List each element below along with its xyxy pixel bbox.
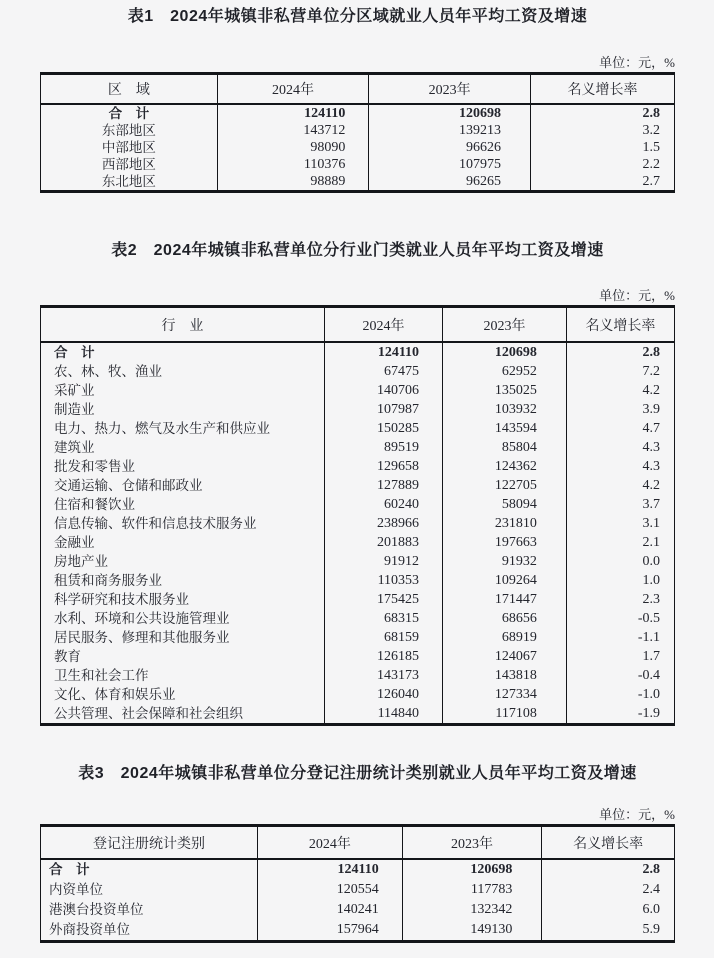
- value-2024: 127889: [324, 476, 442, 495]
- table1-section: [40, 7, 675, 193]
- value-growth-rate: 2.2: [530, 156, 674, 173]
- header-row: [41, 307, 675, 343]
- value-2023: 117108: [443, 704, 567, 725]
- column-header: 区 域: [41, 74, 218, 105]
- value-growth-rate: 7.2: [566, 362, 674, 381]
- table-row: [41, 666, 675, 685]
- row-label: 文化、体育和娱乐业: [41, 685, 325, 704]
- value-2024: 98889: [217, 173, 369, 192]
- row-label: 采矿业: [41, 381, 325, 400]
- value-2024: 201883: [324, 533, 442, 552]
- row-label: 建筑业: [41, 438, 325, 457]
- table2-unit-label: 单位：元，%: [599, 288, 675, 303]
- value-2023: 143594: [443, 419, 567, 438]
- row-label: 住宿和餐饮业: [41, 495, 325, 514]
- table-row: [41, 571, 675, 590]
- value-2023: 91932: [443, 552, 567, 571]
- value-2024: 60240: [324, 495, 442, 514]
- table-row: [41, 173, 675, 192]
- table-row: [41, 628, 675, 647]
- wage-by-region-table: [40, 72, 675, 193]
- table-row: [41, 495, 675, 514]
- table-row: [41, 438, 675, 457]
- value-2024: 150285: [324, 419, 442, 438]
- value-growth-rate: 3.2: [530, 122, 674, 139]
- value-2024: 114840: [324, 704, 442, 725]
- table-row: [41, 342, 675, 362]
- value-2024: 140241: [258, 900, 403, 920]
- value-2024: 143173: [324, 666, 442, 685]
- value-growth-rate: 3.9: [566, 400, 674, 419]
- column-header: 2024年: [258, 826, 403, 860]
- value-2023: 96265: [369, 173, 531, 192]
- value-growth-rate: -1.9: [566, 704, 674, 725]
- table1-unit-label: 单位：元，%: [599, 55, 675, 70]
- value-2024: 175425: [324, 590, 442, 609]
- row-label: 公共管理、社会保障和社会组织: [41, 704, 325, 725]
- table2-title: 表2 2024年城镇非私营单位分行业门类就业人员年平均工资及增速: [111, 242, 604, 259]
- table-row: [41, 400, 675, 419]
- table-row: [41, 139, 675, 156]
- value-growth-rate: -1.1: [566, 628, 674, 647]
- value-growth-rate: 1.5: [530, 139, 674, 156]
- value-2024: 120554: [258, 880, 403, 900]
- row-label: 港澳台投资单位: [41, 900, 258, 920]
- table-row: [41, 859, 675, 880]
- table-row: [41, 920, 675, 942]
- header-row: [41, 826, 675, 860]
- row-label: 合 计: [41, 104, 218, 122]
- value-2024: 68315: [324, 609, 442, 628]
- table3-title: 表3 2024年城镇非私营单位分登记注册统计类别就业人员年平均工资及增速: [78, 765, 637, 782]
- value-growth-rate: -0.5: [566, 609, 674, 628]
- value-growth-rate: -1.0: [566, 685, 674, 704]
- value-2023: 68919: [443, 628, 567, 647]
- table-row: [41, 647, 675, 666]
- row-label: 外商投资单位: [41, 920, 258, 942]
- value-growth-rate: 4.3: [566, 457, 674, 476]
- table-row: [41, 880, 675, 900]
- row-label: 交通运输、仓储和邮政业: [41, 476, 325, 495]
- value-2024: 110353: [324, 571, 442, 590]
- row-label: 科学研究和技术服务业: [41, 590, 325, 609]
- row-label: 内资单位: [41, 880, 258, 900]
- value-2023: 127334: [443, 685, 567, 704]
- value-2024: 143712: [217, 122, 369, 139]
- value-2023: 68656: [443, 609, 567, 628]
- value-2023: 124067: [443, 647, 567, 666]
- table-row: [41, 552, 675, 571]
- value-2024: 140706: [324, 381, 442, 400]
- column-header: 名义增长率: [530, 74, 674, 105]
- value-2023: 103932: [443, 400, 567, 419]
- table-row: [41, 476, 675, 495]
- value-2024: 67475: [324, 362, 442, 381]
- row-label: 租赁和商务服务业: [41, 571, 325, 590]
- value-2023: 120698: [369, 104, 531, 122]
- row-label: 金融业: [41, 533, 325, 552]
- table-row: [41, 457, 675, 476]
- value-growth-rate: 5.9: [542, 920, 675, 942]
- value-growth-rate: 1.0: [566, 571, 674, 590]
- table-row: [41, 122, 675, 139]
- table-row: [41, 533, 675, 552]
- value-2024: 126185: [324, 647, 442, 666]
- value-2023: 124362: [443, 457, 567, 476]
- value-2023: 107975: [369, 156, 531, 173]
- table-row: [41, 362, 675, 381]
- value-growth-rate: 1.7: [566, 647, 674, 666]
- value-2023: 132342: [402, 900, 542, 920]
- value-2023: 58094: [443, 495, 567, 514]
- column-header: 名义增长率: [566, 307, 674, 343]
- table3-unit-label: 单位：元，%: [599, 807, 675, 822]
- wage-by-industry-table: [40, 305, 675, 726]
- row-label: 教育: [41, 647, 325, 666]
- value-2024: 89519: [324, 438, 442, 457]
- value-2024: 98090: [217, 139, 369, 156]
- value-2023: 62952: [443, 362, 567, 381]
- table-row: [41, 381, 675, 400]
- value-2023: 197663: [443, 533, 567, 552]
- value-growth-rate: 4.2: [566, 476, 674, 495]
- row-label: 合 计: [41, 342, 325, 362]
- value-2024: 68159: [324, 628, 442, 647]
- column-header: 2023年: [369, 74, 531, 105]
- value-growth-rate: 4.2: [566, 381, 674, 400]
- row-label: 中部地区: [41, 139, 218, 156]
- value-growth-rate: 0.0: [566, 552, 674, 571]
- table3-section: [40, 764, 675, 943]
- value-2024: 124110: [217, 104, 369, 122]
- table-row: [41, 900, 675, 920]
- value-2023: 231810: [443, 514, 567, 533]
- row-label: 西部地区: [41, 156, 218, 173]
- row-label: 东北地区: [41, 173, 218, 192]
- column-header: 2024年: [324, 307, 442, 343]
- wage-by-registration-type-table: [40, 824, 675, 943]
- row-label: 卫生和社会工作: [41, 666, 325, 685]
- value-growth-rate: 2.8: [530, 104, 674, 122]
- row-label: 信息传输、软件和信息技术服务业: [41, 514, 325, 533]
- row-label: 居民服务、修理和其他服务业: [41, 628, 325, 647]
- table-row: [41, 156, 675, 173]
- value-growth-rate: 3.1: [566, 514, 674, 533]
- table-row: [41, 419, 675, 438]
- row-label: 水利、环境和公共设施管理业: [41, 609, 325, 628]
- value-2024: 124110: [258, 859, 403, 880]
- row-label: 批发和零售业: [41, 457, 325, 476]
- row-label: 房地产业: [41, 552, 325, 571]
- column-header: 2024年: [217, 74, 369, 105]
- value-2023: 85804: [443, 438, 567, 457]
- table-row: [41, 104, 675, 122]
- value-2023: 149130: [402, 920, 542, 942]
- value-2023: 120698: [443, 342, 567, 362]
- value-2024: 91912: [324, 552, 442, 571]
- value-2023: 143818: [443, 666, 567, 685]
- value-growth-rate: 3.7: [566, 495, 674, 514]
- table-row: [41, 704, 675, 725]
- value-growth-rate: 2.1: [566, 533, 674, 552]
- value-2024: 157964: [258, 920, 403, 942]
- value-2023: 135025: [443, 381, 567, 400]
- column-header: 名义增长率: [542, 826, 675, 860]
- value-2024: 110376: [217, 156, 369, 173]
- table-row: [41, 514, 675, 533]
- table-row: [41, 685, 675, 704]
- value-growth-rate: -0.4: [566, 666, 674, 685]
- value-2023: 171447: [443, 590, 567, 609]
- value-growth-rate: 2.3: [566, 590, 674, 609]
- column-header: 2023年: [402, 826, 542, 860]
- row-label: 制造业: [41, 400, 325, 419]
- wage-statistics-page: [0, 7, 714, 943]
- value-2023: 96626: [369, 139, 531, 156]
- value-2024: 129658: [324, 457, 442, 476]
- value-2024: 238966: [324, 514, 442, 533]
- table-row: [41, 609, 675, 628]
- value-growth-rate: 6.0: [542, 900, 675, 920]
- value-2023: 117783: [402, 880, 542, 900]
- value-2024: 124110: [324, 342, 442, 362]
- value-growth-rate: 2.4: [542, 880, 675, 900]
- row-label: 合 计: [41, 859, 258, 880]
- value-2023: 139213: [369, 122, 531, 139]
- value-growth-rate: 2.8: [566, 342, 674, 362]
- row-label: 东部地区: [41, 122, 218, 139]
- value-2023: 109264: [443, 571, 567, 590]
- value-2023: 120698: [402, 859, 542, 880]
- value-2024: 107987: [324, 400, 442, 419]
- value-growth-rate: 2.8: [542, 859, 675, 880]
- value-growth-rate: 2.7: [530, 173, 674, 192]
- value-2024: 126040: [324, 685, 442, 704]
- row-label: 农、林、牧、渔业: [41, 362, 325, 381]
- header-row: [41, 74, 675, 105]
- value-growth-rate: 4.3: [566, 438, 674, 457]
- column-header: 2023年: [443, 307, 567, 343]
- table2-section: [40, 241, 675, 726]
- column-header: 登记注册统计类别: [41, 826, 258, 860]
- value-growth-rate: 4.7: [566, 419, 674, 438]
- row-label: 电力、热力、燃气及水生产和供应业: [41, 419, 325, 438]
- column-header: 行 业: [41, 307, 325, 343]
- table-row: [41, 590, 675, 609]
- value-2023: 122705: [443, 476, 567, 495]
- table1-title: 表1 2024年城镇非私营单位分区域就业人员年平均工资及增速: [127, 8, 588, 25]
